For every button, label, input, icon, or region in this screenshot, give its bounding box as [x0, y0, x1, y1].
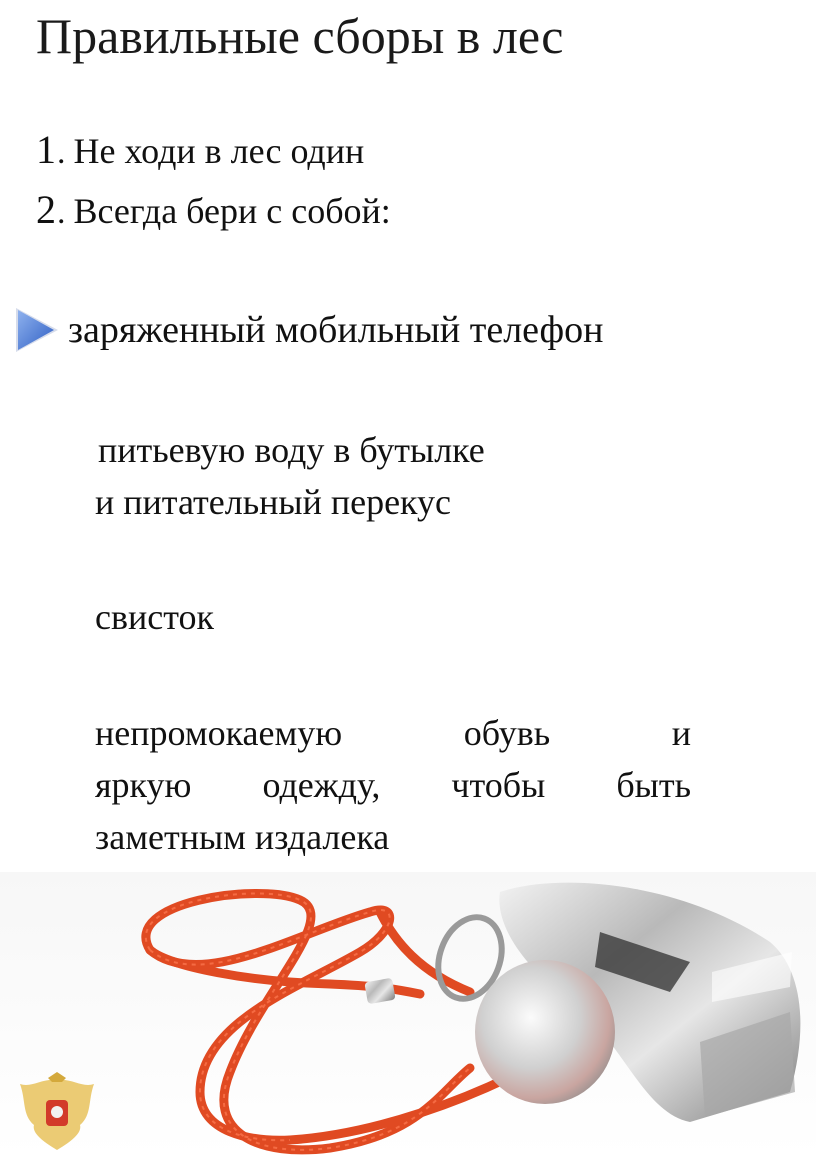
item-number: 2 — [36, 187, 57, 232]
word: и — [671, 713, 691, 753]
word: одежду, — [262, 765, 381, 805]
water-item — [95, 424, 485, 528]
item-text: Не ходи в лес один — [73, 131, 365, 171]
whistle-item: свисток — [95, 597, 214, 637]
clothes-line-1 — [95, 707, 691, 759]
word: чтобы — [451, 765, 546, 805]
word: быть — [616, 765, 691, 805]
item-dot: . — [57, 134, 66, 171]
blue-triangle-bullet-icon — [14, 306, 60, 354]
item-dot: . — [57, 194, 66, 231]
numbered-item-2 — [36, 186, 391, 233]
item-number: 1 — [36, 127, 57, 172]
page-title: Правильные сборы в лес — [36, 8, 564, 64]
clothes-line-3: заметным издалека — [95, 817, 390, 857]
word: яркую — [95, 765, 192, 805]
word: непромокаемую — [95, 713, 343, 753]
water-line-2: и питательный перекус — [95, 482, 452, 522]
item-text: Всегда бери с собой: — [73, 191, 391, 231]
numbered-item-1 — [36, 126, 364, 173]
clothes-line-2 — [95, 759, 691, 811]
coat-of-arms-emblem — [12, 1070, 102, 1156]
word: обувь — [463, 713, 551, 753]
water-line-1: питьевую воду в бутылке — [98, 430, 485, 470]
whistle-on-orange-cord-photo — [0, 872, 816, 1158]
bullet-text: заряженный мобильный телефон — [68, 309, 604, 351]
